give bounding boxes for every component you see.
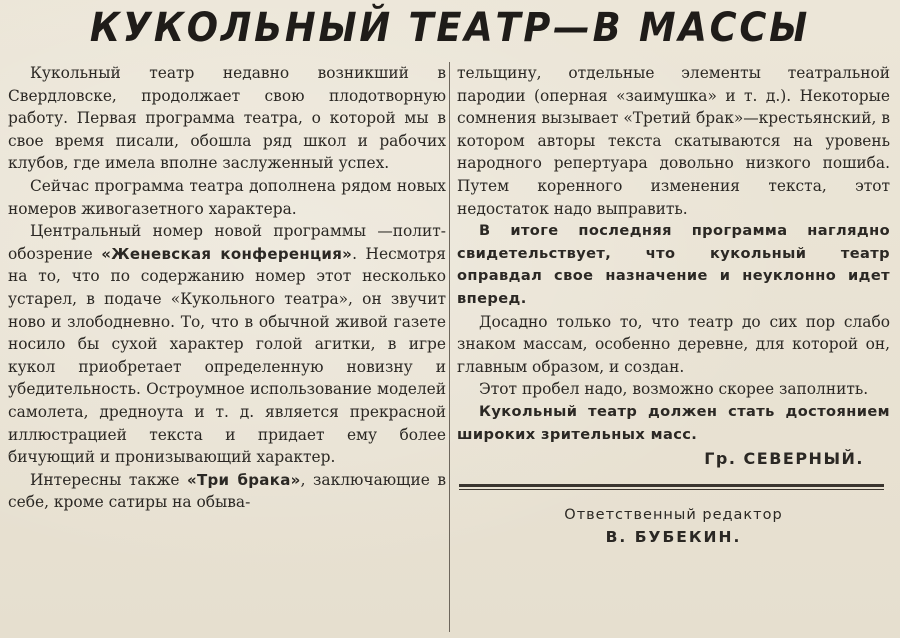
left-column <box>8 62 446 514</box>
paragraph: Сейчас программа театра дополнена рядом новых номеров живогазетного характера. <box>8 176 446 218</box>
editor-block <box>457 504 890 548</box>
author-signature: Гр. СЕВЕРНЫЙ. <box>704 449 864 469</box>
paragraph-text: , заключающие в себе, кроме сатиры на обыва- <box>8 470 446 512</box>
editor-title: Ответственный редактор <box>564 506 783 523</box>
paragraph: Досадно только то, что театр до сих пор слабо знаком массам, особенно деревне, для которой он, главным образом, и создан. <box>457 312 890 376</box>
paragraph: тельщину, отдельные элементы театральной пародии (оперная «заимушка» и т. д.). Некоторые сомнения вызывает «Третий брак»—крестьянский, в котором авторы текста скатываются на уровень народного репертуара довольно низкого пошиба. Путем коренного изменения текста, этот недостаток надо выправить. <box>457 64 890 218</box>
paragraph-text: Интересны также <box>30 470 187 489</box>
section-rule <box>459 484 884 490</box>
emphasis-title: «Три брака» <box>186 470 301 489</box>
paragraph-bold: В итоге последняя программа наглядно свидетельствует, что кукольный театр оправдал свое назначение и неуклонно идет вперед. <box>457 222 890 307</box>
editor-name: В. БУБЕКИН. <box>605 527 742 546</box>
paragraph: Этот пробел надо, возможно скорее заполнить. <box>479 380 869 399</box>
paragraph: Кукольный театр недавно возникший в Свердловске, продолжает свою плодотворную работу. Первая программа театра, о которой мы в свое время писали, обошла ряд школ и рабочих клубов, где имела вполне заслуженный успех. <box>8 64 446 173</box>
paragraph <box>8 469 446 514</box>
right-column <box>457 62 890 548</box>
paragraph-text: Центральный номер новой программы —полит-обозрение <box>8 222 446 263</box>
column-divider <box>449 62 450 632</box>
article-headline: КУКОЛЬНЫЙ ТЕАТР—В МАССЫ <box>89 5 811 51</box>
paragraph-bold: Кукольный театр должен стать достоянием широких зрительных масс. <box>457 402 890 443</box>
emphasis-title: «Женевская конференция» <box>101 244 353 263</box>
paragraph-text: . Несмотря на то, что по содержанию номер этот несколько устарел, в подаче «Кукольного театра», он звучит ново и злободневно. То, что в обычной живой газете носило бы сухой характер голой агитки, в игре кукол приобретает определенную новизну и убедительность. Остроумное использование моделей самолета, дредноута и т. д. является прекрасной иллюстрацией текста и придает ему более бичующий и пронизывающий характер. <box>8 244 446 467</box>
paragraph <box>8 220 446 469</box>
